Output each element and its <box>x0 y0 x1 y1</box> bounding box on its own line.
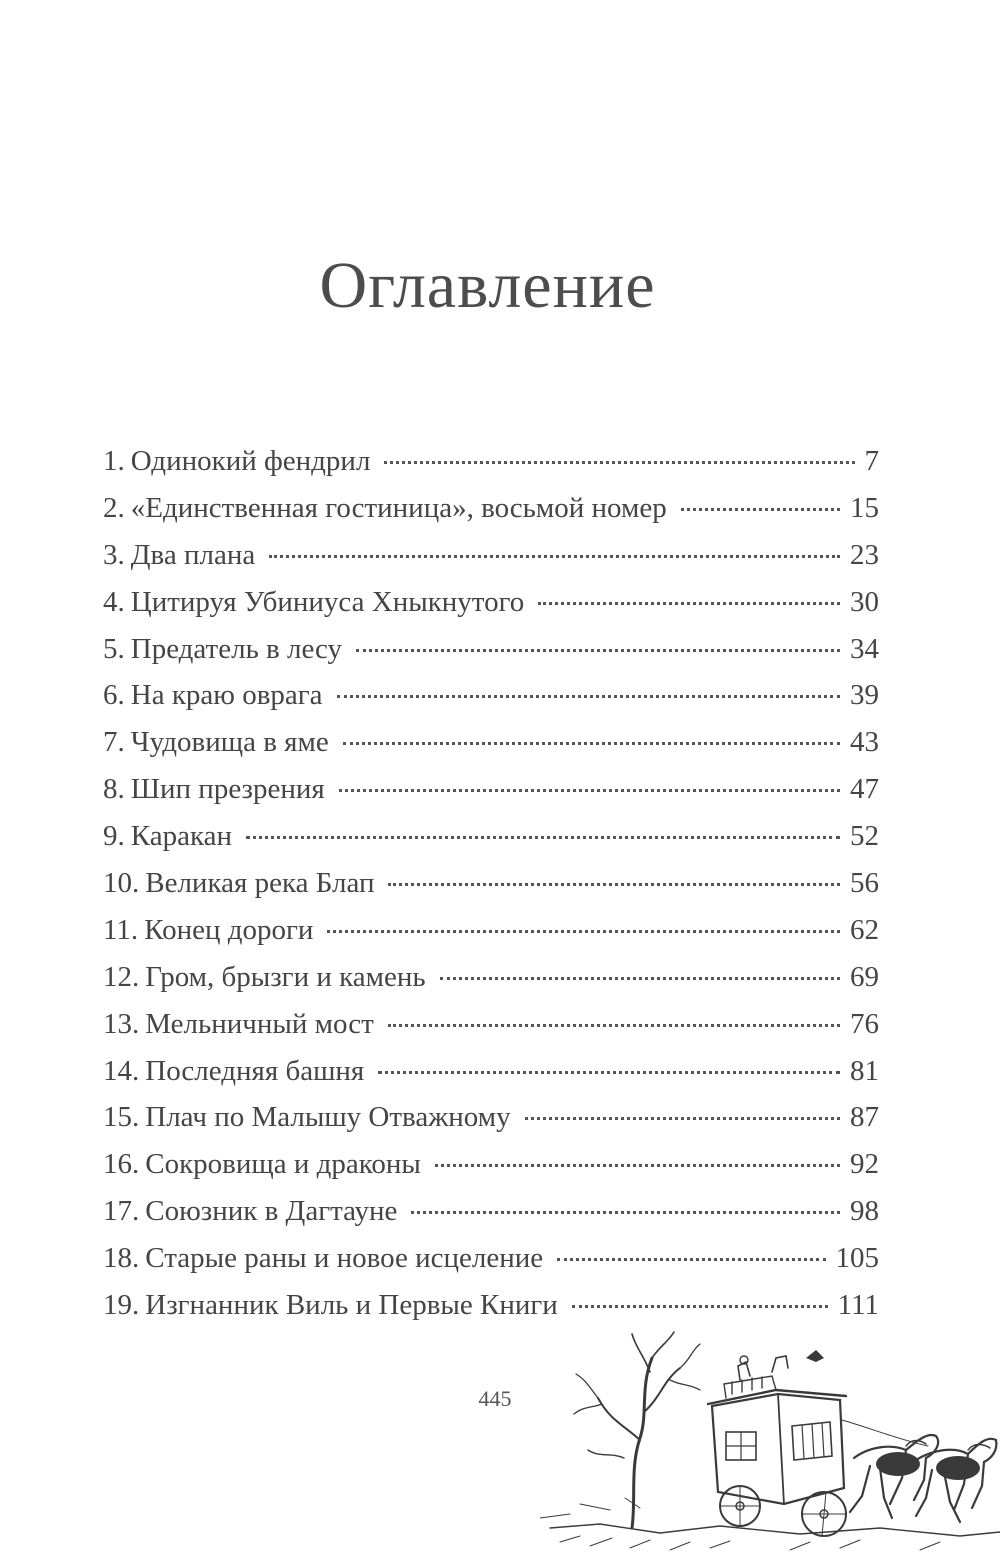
toc-entry-page: 39 <box>850 679 879 712</box>
toc-entry-page: 62 <box>850 913 879 946</box>
toc-entry-number: 14. <box>103 1054 140 1087</box>
toc-entry-number: 19. <box>103 1289 140 1322</box>
toc-entry-title: Шип презрения <box>130 773 325 806</box>
toc-entry[interactable] <box>103 539 879 586</box>
toc-entry-title: Конец дороги <box>144 913 314 946</box>
toc-entry-number: 12. <box>103 960 140 993</box>
toc-entry-page: 15 <box>850 491 879 524</box>
toc-entry-page: 87 <box>850 1101 879 1134</box>
toc-entry-title: Старые раны и новое исцеление <box>145 1242 544 1275</box>
toc-entry-number: 1. <box>103 445 125 477</box>
toc-entry-number: 18. <box>103 1242 140 1275</box>
toc-entry[interactable] <box>103 1008 879 1055</box>
toc-entry[interactable] <box>103 586 879 633</box>
toc-entry[interactable] <box>103 1195 879 1242</box>
toc-entry-title: Каракан <box>130 820 232 853</box>
page-title: Оглавление <box>319 249 656 322</box>
dot-leader <box>388 1024 840 1027</box>
toc-entry-title: «Единственная гостиница», восьмой номер <box>130 491 667 524</box>
toc-entry-page: 30 <box>850 585 879 618</box>
dot-leader <box>356 649 840 652</box>
dot-leader <box>246 836 840 839</box>
toc-entry-page: 105 <box>835 1242 879 1275</box>
dot-leader <box>440 977 840 980</box>
dot-leader <box>572 1305 828 1308</box>
toc-entry-title: Предатель в лесу <box>130 632 343 665</box>
toc-entry-number: 17. <box>103 1195 140 1228</box>
dot-leader <box>538 602 840 605</box>
toc-entry-title: Последняя башня <box>145 1054 365 1087</box>
toc-entry-title: Цитируя Убиниуса Хныкнутого <box>130 585 525 618</box>
dot-leader <box>388 883 840 886</box>
toc-entry[interactable] <box>103 726 879 773</box>
toc-entry-page: 23 <box>850 538 879 571</box>
dot-leader <box>378 1071 840 1074</box>
toc-entry-title: На краю оврага <box>130 679 323 712</box>
toc-entry-title: Великая река Блап <box>145 867 375 900</box>
dot-leader <box>384 461 854 464</box>
dot-leader <box>269 555 840 558</box>
toc-entry-title: Два плана <box>130 538 256 571</box>
toc-entry-number: 2. <box>103 491 125 524</box>
toc-entry-title: Мельничный мост <box>145 1007 374 1040</box>
dot-leader <box>435 1164 840 1167</box>
toc-entry-number: 6. <box>103 679 125 712</box>
toc-entry[interactable] <box>103 1055 879 1102</box>
toc-entry-page: 7 <box>864 445 879 477</box>
toc-entry-page: 69 <box>850 960 879 993</box>
toc-entry[interactable] <box>103 1148 879 1195</box>
toc-entry-number: 9. <box>103 820 125 853</box>
dot-leader <box>411 1211 840 1214</box>
toc-entry-number: 15. <box>103 1101 140 1134</box>
toc-entry[interactable] <box>103 633 879 680</box>
toc-entry-number: 7. <box>103 726 125 759</box>
toc-entry-title: Одинокий фендрил <box>130 445 371 477</box>
dot-leader <box>327 930 840 933</box>
toc-entry-number: 4. <box>103 585 125 618</box>
toc-entry-title: Плач по Малышу Отважному <box>145 1101 511 1134</box>
toc-entry[interactable] <box>103 445 879 492</box>
toc-entry-page: 98 <box>850 1195 879 1228</box>
dot-leader <box>343 742 840 745</box>
toc-entry-title: Изгнанник Виль и Первые Книги <box>145 1289 558 1322</box>
toc-entry[interactable] <box>103 679 879 726</box>
toc-entry-title: Гром, брызги и камень <box>145 960 426 993</box>
toc-entry[interactable] <box>103 867 879 914</box>
page-number: 445 <box>478 1386 512 1411</box>
toc-entry-number: 11. <box>103 913 139 946</box>
dot-leader <box>339 789 840 792</box>
toc-entry-page: 34 <box>850 632 879 665</box>
toc-entry[interactable] <box>103 773 879 820</box>
dot-leader <box>525 1117 840 1120</box>
toc-entry-title: Союзник в Дагтауне <box>145 1195 398 1228</box>
dot-leader <box>337 695 840 698</box>
table-of-contents <box>103 445 879 1336</box>
toc-entry-page: 111 <box>837 1289 879 1322</box>
toc-entry-page: 56 <box>850 867 879 900</box>
toc-entry-number: 5. <box>103 632 125 665</box>
toc-entry-number: 13. <box>103 1007 140 1040</box>
stagecoach-with-horses-icon <box>540 1328 1000 1554</box>
toc-entry-title: Сокровища и драконы <box>145 1148 421 1181</box>
toc-entry-page: 81 <box>850 1054 879 1087</box>
toc-entry[interactable] <box>103 961 879 1008</box>
toc-entry-title: Чудовища в яме <box>130 726 329 759</box>
toc-entry-number: 8. <box>103 773 125 806</box>
toc-entry-page: 92 <box>850 1148 879 1181</box>
toc-entry[interactable] <box>103 914 879 961</box>
toc-entry-number: 3. <box>103 538 125 571</box>
toc-entry-page: 52 <box>850 820 879 853</box>
toc-entry-page: 43 <box>850 726 879 759</box>
toc-entry-page: 47 <box>850 773 879 806</box>
dot-leader <box>681 508 840 511</box>
toc-entry[interactable] <box>103 820 879 867</box>
toc-entry-number: 10. <box>103 867 140 900</box>
toc-entry[interactable] <box>103 1242 879 1289</box>
toc-entry-number: 16. <box>103 1148 140 1181</box>
toc-entry[interactable] <box>103 492 879 539</box>
toc-entry-page: 76 <box>850 1007 879 1040</box>
toc-entry[interactable] <box>103 1101 879 1148</box>
dot-leader <box>557 1258 825 1261</box>
